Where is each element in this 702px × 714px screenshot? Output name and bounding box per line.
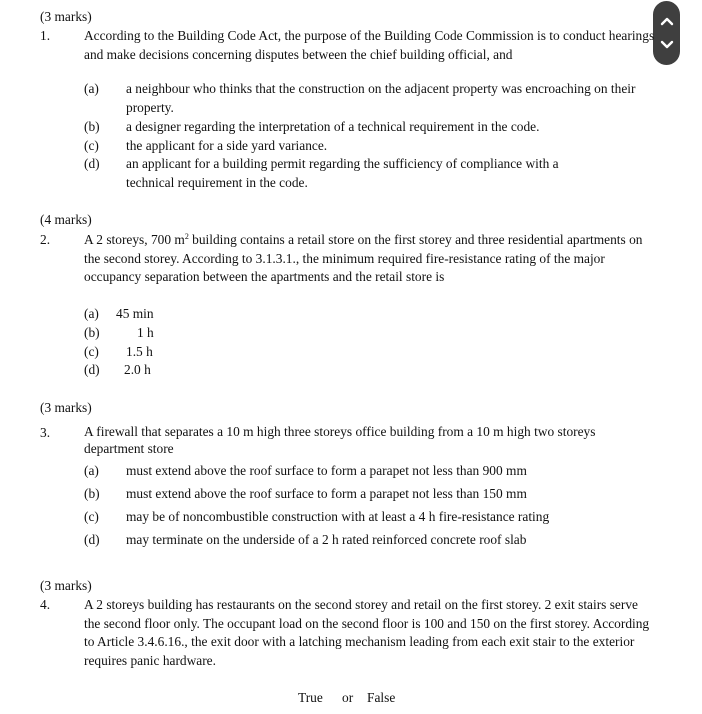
- question-1-option-c-label[interactable]: (c): [84, 138, 99, 153]
- chevron-up-icon[interactable]: [660, 16, 674, 26]
- question-1-option-b-text[interactable]: a designer regarding the interpretation of a technical requirement in the code.: [126, 119, 540, 134]
- question-4-or-label: or: [342, 690, 354, 705]
- question-4-option-false[interactable]: False: [367, 690, 396, 705]
- question-1-text: According to the Building Code Act, the purpose of the Building Code Commission is to conduct hearings and make decisions concerning disputes between the chief building official, and: [84, 28, 655, 62]
- question-2-option-c-text[interactable]: 1.5 h: [126, 344, 153, 359]
- question-2-option-d-text[interactable]: 2.0 h: [124, 362, 151, 377]
- question-1-option-a-text[interactable]: a neighbour who thinks that the construction on the adjacent property was encroaching on their property.: [126, 81, 636, 115]
- question-4-option-true[interactable]: True: [298, 690, 323, 705]
- question-3-option-a-label[interactable]: (a): [84, 463, 99, 478]
- question-4-number: 4.: [40, 597, 51, 612]
- question-3-option-d-label[interactable]: (d): [84, 532, 100, 547]
- question-3-option-a-text[interactable]: must extend above the roof surface to form a parapet not less than 900 mm: [126, 463, 527, 478]
- question-1-option-a-label[interactable]: (a): [84, 81, 99, 96]
- question-3-text: A firewall that separates a 10 m high three storeys office building from a 10 m high two storeys department store: [84, 424, 596, 456]
- question-2-option-b-text[interactable]: 1 h: [137, 325, 154, 340]
- question-3-number: 3.: [40, 425, 51, 440]
- question-2-option-a-label[interactable]: (a): [84, 306, 99, 321]
- question-2-option-a-text[interactable]: 45 min: [116, 306, 154, 321]
- question-3-option-c-text[interactable]: may be of noncombustible construction with at least a 4 h fire-resistance rating: [126, 509, 550, 524]
- question-2-text: A 2 storeys, 700 $m^2$ building contains a retail store on the first storey and three residential apartments on the second storey. According to 3.1.3.1., the minimum required fire-resistance rating of the major occupancy separation between the apartments and the retail store is: [84, 232, 643, 285]
- question-1-number: 1.: [40, 28, 51, 43]
- question-2-option-b-label[interactable]: (b): [84, 325, 100, 340]
- question-1-option-b-label[interactable]: (b): [84, 119, 100, 134]
- question-3-option-b-label[interactable]: (b): [84, 486, 100, 501]
- question-2-option-d-label[interactable]: (d): [84, 362, 100, 377]
- question-3-marks: (3 marks): [40, 400, 92, 415]
- question-1-option-d-text[interactable]: an applicant for a building permit regarding the sufficiency of compliance with a technical requirement in the code.: [126, 156, 559, 190]
- question-3-option-d-text[interactable]: may terminate on the underside of a 2 h rated reinforced concrete roof slab: [126, 532, 527, 547]
- question-3-option-b-text[interactable]: must extend above the roof surface to form a parapet not less than 150 mm: [126, 486, 527, 501]
- question-4-text: A 2 storeys building has restaurants on the second storey and retail on the first storey. 2 exit stairs serve the second floor only. The occupant load on the second floor is 100 and 150 on the first storey. According to Article 3.4.6.16., the exit door with a latching mechanism leading from each exit stair to the exterior requires panic hardware.: [84, 597, 650, 668]
- question-2-number: 2.: [40, 232, 51, 247]
- question-1-option-d-label[interactable]: (d): [84, 156, 100, 171]
- question-1-marks: (3 marks): [40, 9, 92, 24]
- question-1-option-c-text[interactable]: the applicant for a side yard variance.: [126, 138, 328, 153]
- question-2-marks: (4 marks): [40, 212, 92, 227]
- question-4-marks: (3 marks): [40, 578, 92, 593]
- question-2-option-c-label[interactable]: (c): [84, 344, 99, 359]
- question-3-option-c-label[interactable]: (c): [84, 509, 99, 524]
